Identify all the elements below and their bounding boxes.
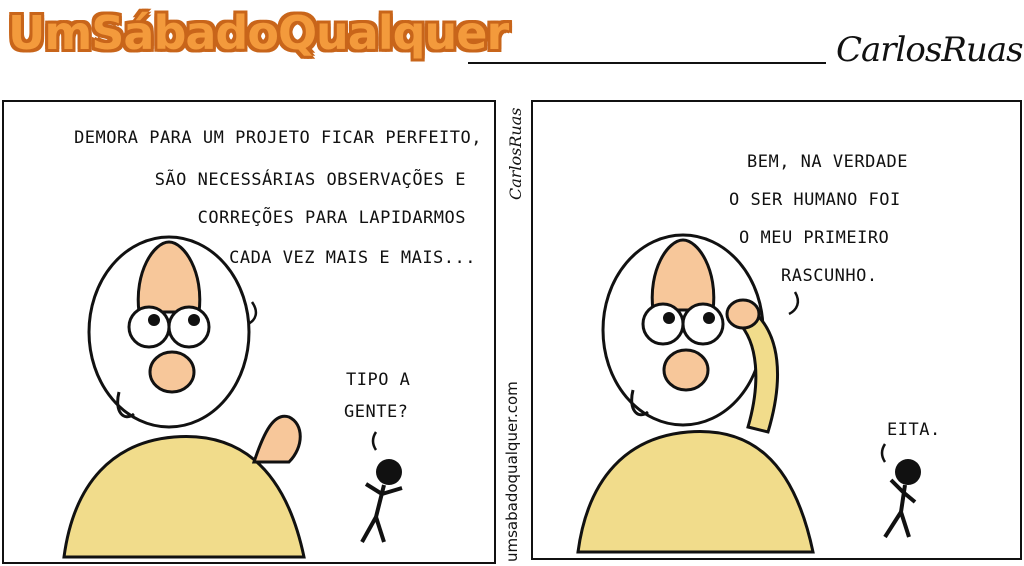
- god-speech-line-4: CADA VEZ MAIS E MAIS...: [229, 248, 476, 268]
- website-url: umsabadoqualquer.com: [503, 381, 521, 562]
- speech-tail-human: [373, 432, 376, 450]
- stick-human-2: [885, 459, 921, 537]
- god-speech-line-3: CORREÇÕES PARA LAPIDARMOS: [197, 208, 466, 228]
- god-speech-2-line-2: O SER HUMANO FOI: [729, 190, 901, 210]
- god-speech-line-1: DEMORA PARA UM PROJETO FICAR PERFEITO,: [74, 128, 482, 148]
- human-speech-line-2: GENTE?: [344, 402, 409, 422]
- god-speech-2-line-1: BEM, NA VERDADE: [747, 152, 909, 172]
- comic-logo: UmSábadoQualquer: [8, 6, 509, 60]
- author-signature: CarlosRuas: [836, 30, 1023, 70]
- god-speech-line-2: SÃO NECESSÁRIAS OBSERVAÇÕES E: [154, 170, 466, 190]
- speech-tail-human-2: [882, 444, 885, 462]
- god-speech-2-line-4: RASCUNHO.: [781, 266, 878, 286]
- human-speech-line-1: TIPO A: [346, 370, 411, 390]
- god-figure-scratching: [578, 235, 813, 552]
- header-rule: [468, 62, 826, 64]
- comic-panel-1: [2, 100, 496, 564]
- speech-tail-god-2: [789, 292, 798, 314]
- comic-panel-2: [531, 100, 1022, 560]
- side-signature: CarlosRuas: [506, 107, 525, 200]
- human-speech-2: EITA.: [887, 420, 941, 440]
- stick-human: [362, 459, 402, 542]
- god-speech-2-line-3: O MEU PRIMEIRO: [739, 228, 890, 248]
- god-figure: [64, 237, 304, 557]
